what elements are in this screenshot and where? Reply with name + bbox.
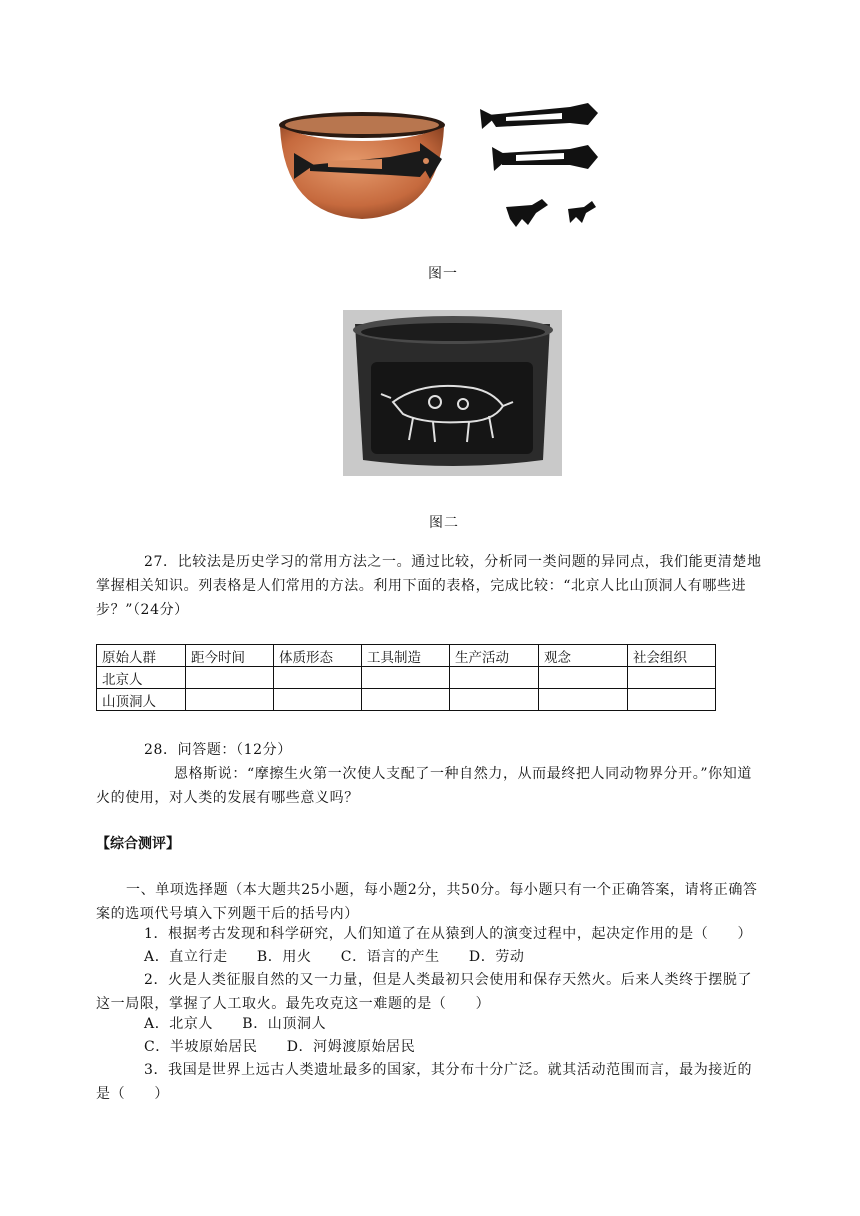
figure-2-caption: 图二 [429, 515, 459, 531]
question-1-options: A．直立行走 B．用火 C．语言的产生 D．劳动 [144, 949, 525, 965]
table-cell[interactable] [274, 667, 362, 689]
table-cell[interactable] [539, 667, 628, 689]
table-cell: 北京人 [97, 667, 186, 689]
table-cell[interactable] [186, 689, 274, 711]
table-header-cell: 原始人群 [97, 645, 186, 667]
question-2-options-cd: C．半坡原始居民 D．河姆渡原始居民 [144, 1039, 416, 1055]
comparison-table [96, 644, 716, 711]
table-cell[interactable] [186, 667, 274, 689]
table-cell[interactable] [539, 689, 628, 711]
section-title: 【综合测评】 [96, 836, 180, 852]
table-cell[interactable] [362, 667, 450, 689]
table-cell[interactable] [450, 689, 539, 711]
table-header-cell: 观念 [539, 645, 628, 667]
question-28-title: 28．问答题：（12分） [144, 742, 292, 758]
question-3-text: 3．我国是世界上远古人类遗址最多的国家，其分布十分广泛。就其活动范围而言，最为接近的是（ ） [96, 1062, 753, 1102]
table-header-cell: 工具制造 [362, 645, 450, 667]
table-header-cell: 距今时间 [186, 645, 274, 667]
table-cell[interactable] [628, 689, 716, 711]
question-28-text: 恩格斯说：“摩擦生火第一次使人支配了一种自然力，从而最终把人同动物界分开。”你知道火的使用，对人类的发展有哪些意义吗？ [96, 766, 752, 806]
table-cell[interactable] [450, 667, 539, 689]
part-1-intro: 一、单项选择题（本大题共25小题，每小题2分，共50分。每小题只有一个正确答案，请将正确答案的选项代号填入下列题干后的括号内） [96, 882, 758, 922]
question-2-text: 2．火是人类征服自然的又一力量，但是人类最初只会使用和保存天然火。后来人类终于摆脱了这一局限，掌握了人工取火。最先攻克这一难题的是（ ） [96, 972, 753, 1012]
table-header-row [97, 645, 716, 667]
table-row [97, 667, 716, 689]
table-cell[interactable] [628, 667, 716, 689]
question-1-text: 1．根据考古发现和科学研究，人们知道了在从猿到人的演变过程中，起决定作用的是（ ） [144, 926, 753, 942]
table-cell[interactable] [274, 689, 362, 711]
question-2-options-ab: A．北京人 B．山顶洞人 [144, 1016, 327, 1032]
table-header-cell: 生产活动 [450, 645, 539, 667]
table-header-cell: 体质形态 [274, 645, 362, 667]
table-row [97, 689, 716, 711]
figure-1-caption: 图一 [428, 266, 458, 282]
table-header-cell: 社会组织 [628, 645, 716, 667]
figure-1-image [270, 95, 610, 245]
table-cell: 山顶洞人 [97, 689, 186, 711]
table-cell[interactable] [362, 689, 450, 711]
figure-2-image [343, 310, 562, 476]
question-27-text: 27．比较法是历史学习的常用方法之一。通过比较，分析同一类问题的异同点，我们能更清楚地掌握相关知识。列表格是人们常用的方法。利用下面的表格，完成比较：“北京人比山顶洞人有哪些进步？”（24分） [96, 554, 762, 618]
